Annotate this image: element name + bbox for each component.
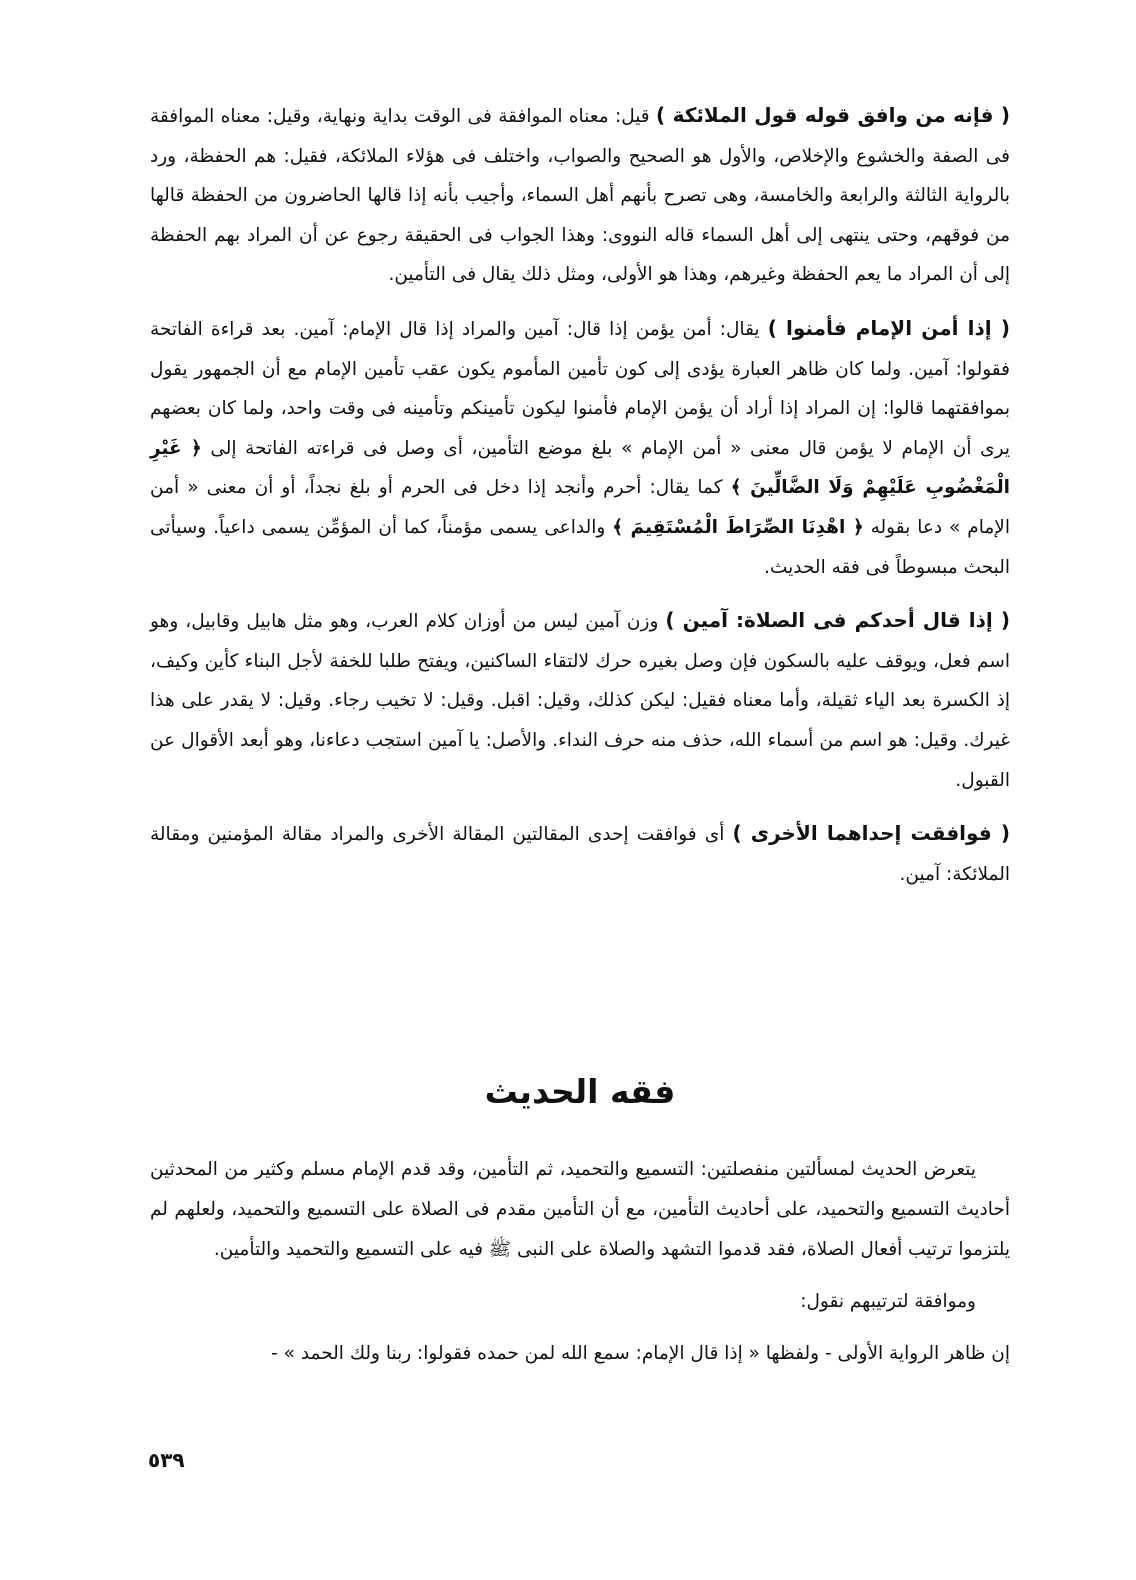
commentary-text: وزن آمين ليس من أوزان كلام العرب، وهو مثل هابيل وقابيل، وهو اسم فعل، ويوقف عليه بالسكون فإن وصل بغيره حرك لالتقاء الساكنين، ويفتح طلبا للخفة لأجل البناء كأين وكيف، إذ الكسرة بعد الياء ثقيلة، وأما معناه فقيل: ليكن كذلك، وقيل: اقبل. وقيل: لا تخيب رجاء. وقيل: لا يقدر على هذا غيرك. وقيل: هو اسم من أسماء الله، حذف منه حرف النداء. والأصل: يا آمين استجب دعاءنا، وهو أبعد الأقوال عن القبول. (150, 611, 1010, 791)
fiqh-paragraph-3: إن ظاهر الرواية الأولى - ولفظها « إذا قال الإمام: سمع الله لمن حمده فقولوا: ربنا ولك الحمد » - (271, 1343, 1010, 1364)
hadith-phrase-heading: ( إذا قال أحدكم فى الصلاة: آمين ) (665, 608, 1010, 633)
commentary-text: والداعى يسمى مؤمناً، كما أن المؤمِّن يسمى داعياً. وسيأتى البحث مبسوطاً فى فقه الحديث. (150, 516, 1010, 578)
hadith-phrase-heading: ( إذا أمن الإمام فأمنوا ) (767, 315, 1010, 340)
quran-verse: ﴿ اهْدِنَا الصِّرَاطَ الْمُسْتَقِيمَ ﴾ (612, 516, 864, 538)
commentary-block (150, 96, 1010, 894)
commentary-text: أى فوافقت إحدى المقالتين المقالة الأخرى والمراد مقالة المؤمنين ومقالة الملائكة: آمين. (150, 824, 1010, 885)
fiqh-paragraph-1: يتعرض الحديث لمسألتين منفصلتين: التسميع والتحميد، ثم التأمين، وقد قدم الإمام مسلم وكثير من المحدثين أحاديث التسميع والتحميد، على أحاديث التأمين، مع أن التأمين مقدم فى الصلاة على التسميع والتحميد، ولعلهم لم يلتزموا ترتيب أفعال الصلاة، فقد قدموا التشهد والصلاة على النبى ﷺ فيه على التسميع والتحميد والتأمين. (150, 1159, 1010, 1260)
commentary-paragraph-2 (150, 309, 1010, 587)
fiqh-section-body (150, 1150, 1010, 1374)
commentary-paragraph-1 (150, 96, 1010, 295)
fiqh-paragraph-2: وموافقة لترتيبهم نقول: (800, 1291, 976, 1312)
quran-verse: ﴿ غَيْرِ الْمَغْضُوبِ عَلَيْهِمْ وَلَا الضَّالِّينَ ﴾ (150, 437, 1010, 499)
hadith-phrase-heading: ( فوافقت إحداهما الأخرى ) (732, 821, 1010, 846)
commentary-paragraph-3 (150, 601, 1010, 800)
hadith-phrase-heading: ( فإنه من وافق قوله قول الملائكة ) (656, 103, 1011, 127)
commentary-text: يقال: أمن يؤمن إذا قال: آمين والمراد إذا قال الإمام: آمين. بعد قراءة الفاتحة فقولوا: آمين. ولما كان ظاهر العبارة يؤدى إلى كون تأمين المأموم يكون عقب تأمين الإمام مع أن الجمهور يقول بموافقتهما قالوا: إن المراد إذا أراد أن يؤمن الإمام فأمنوا ليكون تأمينكم وتأمينه فى وقت واحد، ولما كان بعضهم يرى أن الإمام لا يؤمن قال معنى « أمن الإمام » بلغ موضع التأمين، أى وصل فى قراءته الفاتحة إلى (150, 318, 1010, 459)
commentary-text: كما يقال: أحرم وأنجد إذا دخل فى الحرم أو بلغ نجداً، أو أن معنى « أمن الإمام » دعا بقوله (150, 477, 1010, 538)
section-title: فقه الحديث (484, 1072, 676, 1111)
commentary-paragraph-4 (150, 814, 1010, 894)
commentary-text: قيل: معناه الموافقة فى الوقت بداية ونهاية، وقيل: معناه الموافقة فى الصفة والخشوع والإخلاص، والأول هو الصحيح والصواب، واختلف فى هؤلاء الملائكة، فقيل: هم الحفظة، ورد بالرواية الثالثة والرابعة والخامسة، وهى تصرح بأنهم أهل السماء، وأجيب بأنه إذا قالها الحاضرون من الحفظة قالها من فوقهم، وحتى ينتهى إلى أهل السماء قاله النووى: وهذا الجواب فى الحقيقة رجوع عن أن المراد بهم الحفظة إلى أن المراد ما يعم الحفظة وغيرهم، وهذا هو الأولى، ومثل ذلك يقال فى التأمين. (150, 106, 1010, 286)
page-number: ٥٣٩ (148, 1448, 185, 1472)
